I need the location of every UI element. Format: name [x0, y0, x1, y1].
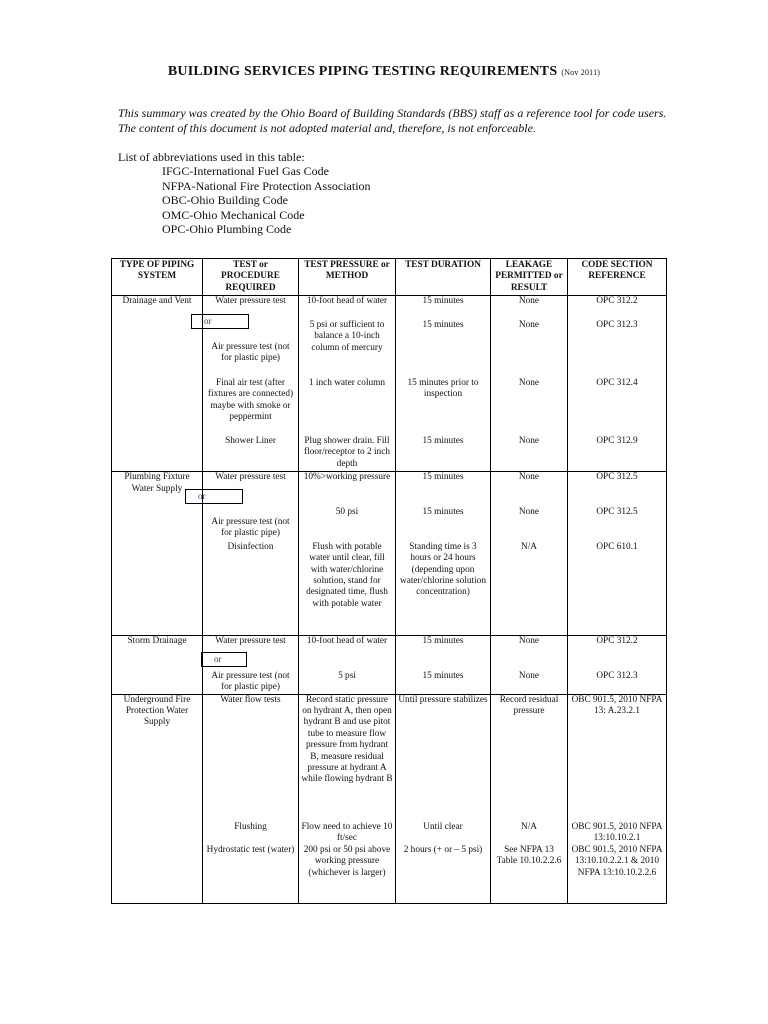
header-pressure: TEST PRESSURE or METHOD — [299, 259, 396, 296]
cell-type: Drainage and Vent — [112, 296, 203, 320]
cell-leakage: None — [491, 636, 568, 671]
abbreviations-heading: List of abbreviations used in this table: — [118, 150, 305, 164]
cell-pressure: 5 psi or sufficient to balance a 10-inch column of mercury — [299, 320, 396, 378]
cell-leakage: None — [491, 507, 568, 542]
abbreviations-list — [162, 164, 371, 237]
cell-duration: Standing time is 3 hours or 24 hours (depending upon water/chlorine solution concentration) — [396, 542, 491, 636]
abbreviation-item: IFGC-International Fuel Gas Code — [162, 164, 329, 178]
cell-code: OPC 312.3 — [568, 320, 667, 378]
cell-test-text: Air pressure test (not for plastic pipe) — [211, 341, 290, 364]
cell-duration: 15 minutes — [396, 472, 491, 507]
cell-leakage: None — [491, 671, 568, 694]
cell-pressure: 10-foot head of water — [299, 296, 396, 320]
table-row — [112, 671, 667, 694]
cell-duration: 2 hours (+ or – 5 psi) — [396, 845, 491, 903]
table-header-row — [112, 259, 667, 296]
intro-paragraph: This summary was created by the Ohio Board of Building Standards (BBS) staff as a reference tool for code users. The content of this document is not adopted material and, therefore, is not enforceable. — [118, 106, 667, 135]
cell-duration: 15 minutes — [396, 507, 491, 542]
cell-pressure: Flush with potable water until clear, fill with water/chlorine solution, stand for designated time, flush with potable water — [299, 542, 396, 636]
abbreviation-item: OMC-Ohio Mechanical Code — [162, 207, 305, 222]
cell-test: Shower Liner — [203, 436, 299, 472]
cell-type: Plumbing Fixture Water Supply — [112, 472, 203, 507]
table-row — [112, 694, 667, 822]
cell-type — [112, 822, 203, 845]
cell-test: Water flow tests — [203, 694, 299, 822]
cell-leakage: None — [491, 472, 568, 507]
cell-type — [112, 671, 203, 694]
title-text: BUILDING SERVICES PIPING TESTING REQUIREMENTS — [167, 64, 558, 79]
cell-test: Hydrostatic test (water) — [203, 845, 299, 903]
or-box: or — [191, 314, 249, 329]
cell-duration: 15 minutes — [396, 436, 491, 472]
cell-test — [203, 315, 299, 378]
cell-test-text: Air pressure test (not for plastic pipe) — [211, 516, 290, 539]
cell-test: Water pressure test — [203, 472, 299, 507]
cell-leakage: None — [491, 378, 568, 436]
header-type: TYPE OF PIPING SYSTEM — [112, 259, 203, 296]
testing-requirements-table — [111, 258, 667, 904]
cell-type — [112, 320, 203, 378]
table-row — [112, 636, 667, 671]
cell-type — [112, 378, 203, 436]
document-title — [0, 64, 768, 80]
cell-code: OBC 901.5, 2010 NFPA 13:10.10.2.2.1 & 2010 NFPA 13:10.10.2.2.6 — [568, 845, 667, 903]
cell-duration: 15 minutes prior to inspection — [396, 378, 491, 436]
cell-duration: 15 minutes — [396, 320, 491, 378]
cell-type: Storm Drainage — [112, 636, 203, 671]
abbreviation-item: NFPA-National Fire Protection Association — [162, 178, 371, 193]
cell-leakage: None — [491, 436, 568, 472]
cell-test: Flushing — [203, 822, 299, 845]
table-row — [112, 320, 667, 378]
table-row — [112, 542, 667, 636]
cell-pressure: 10-foot head of water — [299, 636, 396, 671]
table-row — [112, 378, 667, 436]
cell-type — [112, 436, 203, 472]
cell-test: Disinfection — [203, 542, 299, 636]
cell-pressure: 200 psi or 50 psi above working pressure (whichever is larger) — [299, 845, 396, 903]
cell-code: OPC 312.5 — [568, 472, 667, 507]
cell-pressure: Record static pressure on hydrant A, then open hydrant B and use pitot tube to measure flow pressure from hydrant B, measure residual pressure at hydrant A while flowing hydrant B — [299, 694, 396, 822]
cell-pressure: 50 psi — [299, 507, 396, 542]
cell-leakage: Record residual pressure — [491, 694, 568, 822]
cell-code: OPC 312.2 — [568, 636, 667, 671]
or-box: or — [185, 489, 243, 504]
table-row — [112, 822, 667, 845]
cell-test: Water pressure test — [203, 296, 299, 320]
cell-test — [198, 490, 299, 542]
header-leakage: LEAKAGE PERMITTED or RESULT — [491, 259, 568, 296]
cell-test-text: Air pressure test (not for plastic pipe) — [211, 670, 290, 693]
cell-type: Underground Fire Protection Water Supply — [112, 694, 203, 822]
cell-code: OBC 901.5, 2010 NFPA 13: A.23.2.1 — [568, 694, 667, 822]
cell-duration: 15 minutes — [396, 636, 491, 671]
cell-test: Water pressure test — [203, 636, 299, 671]
table-row — [112, 436, 667, 472]
or-box: or — [201, 652, 247, 667]
cell-code: OBC 901.5, 2010 NFPA 13:10.10.2.1 — [568, 822, 667, 845]
cell-type — [112, 845, 203, 903]
abbreviation-item: OPC-Ohio Plumbing Code — [162, 222, 292, 236]
table-row — [112, 507, 667, 542]
header-test: TEST or PROCEDURE REQUIRED — [203, 259, 299, 296]
cell-pressure: Plug shower drain. Fill floor/receptor to 2 inch depth — [299, 436, 396, 472]
cell-code: OPC 312.2 — [568, 296, 667, 320]
cell-duration: 15 minutes — [396, 671, 491, 694]
abbreviation-item: OBC-Ohio Building Code — [162, 193, 289, 207]
cell-leakage: N/A — [491, 822, 568, 845]
cell-leakage: See NFPA 13 Table 10.10.2.2.6 — [491, 845, 568, 903]
cell-pressure: 5 psi — [299, 671, 396, 694]
cell-pressure: 1 inch water column — [299, 378, 396, 436]
cell-type — [112, 507, 203, 542]
cell-pressure: Flow need to achieve 10 ft/sec — [299, 822, 396, 845]
cell-duration: 15 minutes — [396, 296, 491, 320]
cell-leakage: None — [491, 320, 568, 378]
cell-test: Final air test (after fixtures are connected) maybe with smoke or peppermint — [203, 378, 299, 436]
cell-code: OPC 312.3 — [568, 671, 667, 694]
cell-test — [203, 653, 299, 694]
cell-code: OPC 312.9 — [568, 436, 667, 472]
cell-code: OPC 312.4 — [568, 378, 667, 436]
title-date: (Nov 2011) — [561, 68, 601, 77]
cell-leakage: N/A — [491, 542, 568, 636]
cell-code: OPC 610.1 — [568, 542, 667, 636]
cell-leakage: None — [491, 296, 568, 320]
cell-type — [112, 542, 203, 636]
cell-pressure: 10%>working pressure — [299, 472, 396, 507]
table-row — [112, 845, 667, 903]
cell-duration: Until clear — [396, 822, 491, 845]
cell-code: OPC 312.5 — [568, 507, 667, 542]
header-duration: TEST DURATION — [396, 259, 491, 296]
cell-duration: Until pressure stabilizes — [396, 694, 491, 822]
header-code: CODE SECTION REFERENCE — [568, 259, 667, 296]
